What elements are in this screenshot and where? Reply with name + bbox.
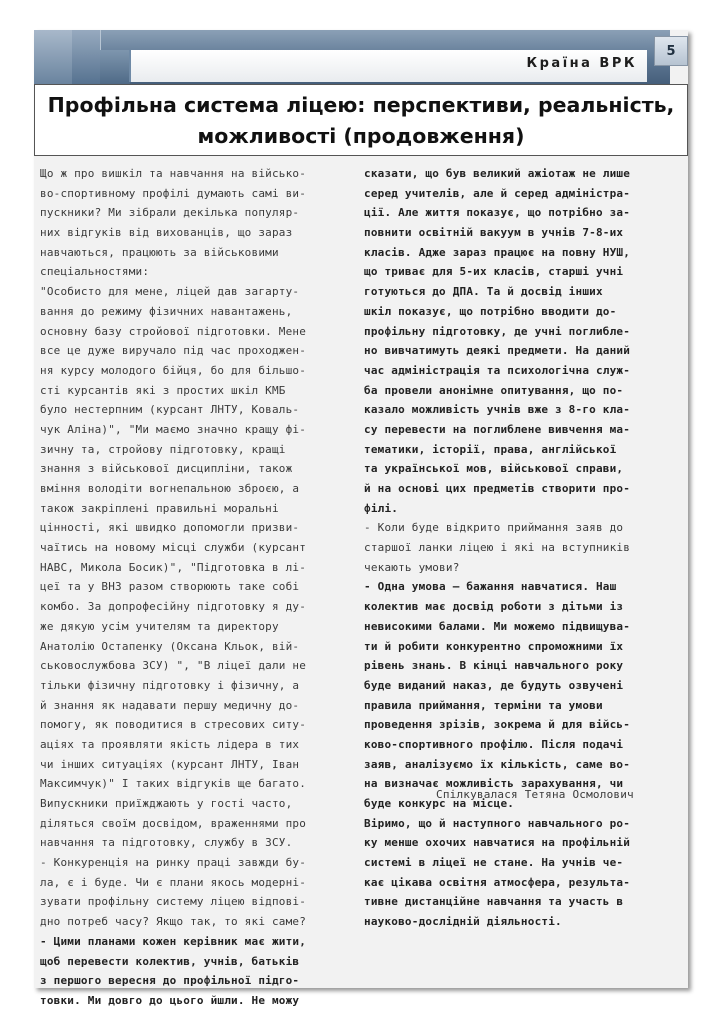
text-line: колектив має досвід роботи з дітьми із [364, 600, 624, 614]
text-line: сказати, що був великий ажіотаж не лише [364, 167, 631, 180]
text-line: буде виданий наказ, де будуть озвучені [364, 678, 624, 692]
text-line: старшої ланки ліцею і які на вступників [364, 541, 631, 555]
text-line: ції. Але життя показує, що потрібно за- [364, 206, 631, 220]
text-line: казало можливість учнів вже з 8-го кла- [364, 403, 631, 417]
text-line: щоб перевести колектив, учнів, батьків [40, 954, 300, 968]
newspaper-page [34, 30, 688, 1007]
title-line-2: можливості (продовження) [197, 124, 525, 148]
text-line: філі. [364, 501, 399, 515]
text-line: Віримо, що й наступного навчального ро- [364, 816, 631, 830]
text-line: цеї та у ВНЗ разом створюють таке собі [40, 580, 300, 594]
section-label: Країна ВРК [526, 56, 637, 71]
text-line: профільну підготовку, де учні поглибле- [364, 324, 631, 338]
text-line: також закріплені правильні моральні [40, 501, 279, 515]
text-line: готуються до ДПА. Та й досвід інших [364, 285, 603, 299]
text-line: во-спортивному профілі думають самі ви- [40, 186, 307, 200]
header-decor-block [100, 50, 130, 84]
text-line: діляться своїм досвідом, враженнями про [40, 816, 307, 830]
left-column [40, 164, 360, 1011]
text-line: су перевести на поглиблене вивчення ма- [364, 422, 631, 436]
text-line: тематики, історії, права, англійської [364, 442, 617, 456]
text-line: сті курсантів які з простих шкіл КМБ [40, 383, 286, 397]
text-line: тільки фізичну підготовку і фізичну, а [40, 678, 300, 692]
text-line: ня курсу молодого бійця, бо для більшо- [40, 363, 307, 377]
text-line: правила приймання, терміни та умови [364, 698, 603, 712]
text-line: чи інших ситуаціях (курсант ЛНТУ, Іван [40, 757, 300, 771]
text-line: повнити освітній вакуум в учнів 7-8-их [364, 226, 624, 240]
text-line: пускники? Ми зібрали декілька популяр- [40, 206, 300, 220]
right-column [364, 164, 682, 932]
text-line: чекають умови? [364, 560, 460, 574]
article-title [34, 84, 688, 156]
text-line: чук Аліна)", "Ми маємо значно кращу фі- [40, 422, 307, 436]
text-line: заяв, аналізуємо їх кількість, саме во- [364, 757, 631, 771]
text-line: що триває для 5-их класів, старші учні [364, 265, 624, 279]
text-line: цінності, які швидко допомогли призви- [40, 521, 300, 535]
text-line: науково-дослідній діяльності. [364, 915, 562, 929]
text-line: зувати профільну систему ліцею відпові- [40, 895, 307, 909]
text-line: ти й робити конкурентно спроможними їх [364, 639, 624, 653]
text-line: ла, є і буде. Чи є плани якось модерні- [40, 875, 307, 889]
text-line: товки. Ми довго до цього йшли. Не можу [40, 993, 300, 1007]
text-line: "Особисто для мене, ліцей дав загарту- [40, 285, 300, 299]
text-line: проведення зрізів, зокрема й для війсь- [364, 718, 631, 732]
text-line: - Цими планами кожен керівник має жити, [40, 934, 307, 948]
text-line: час адміністрація та психологічна служ- [364, 363, 631, 377]
text-line: невисокими балами. Ми можемо підвищува- [364, 619, 631, 633]
text-line: НАВС, Микола Босик)", "Підготовка в лі- [40, 560, 307, 574]
text-line: було нестерпним (курсант ЛНТУ, Коваль- [40, 403, 300, 417]
text-line: системі в ліцеї не стане. На учнів че- [364, 856, 624, 870]
text-line: дно потреб часу? Якщо так, то які саме? [40, 915, 307, 929]
text-line: тивне дистанційне навчання та участь в [364, 895, 624, 909]
text-line: кає цікава освітня атмосфера, результа- [364, 875, 631, 889]
text-line: помогу, як поводитися в стресових ситу- [40, 718, 307, 732]
section-strip [129, 50, 647, 82]
text-line: чаїтись на новому місці служби (курсант [40, 541, 307, 555]
text-line: все це дуже виручало під час проходжен- [40, 344, 307, 358]
text-line: основну базу стройової підготовки. Мене [40, 324, 307, 338]
text-line: них відгуків від вихованців, що зараз [40, 226, 293, 240]
title-line-1: Профільна система ліцею: перспективи, реальність, [47, 93, 675, 117]
text-line: вання до режиму фізичних навантажень, [40, 304, 293, 318]
text-line: класів. Адже зараз працює на повну НУШ, [364, 245, 631, 259]
page-number: 5 [654, 36, 688, 66]
text-line: зичну та, стройову підготовку, кращі [40, 442, 286, 456]
text-line: ково-спортивного профілю. Після подачі [364, 737, 624, 751]
text-line: аціях та проявляти якість лідера в тих [40, 737, 300, 751]
text-line: но вивчатимуть деякі предмети. На даний [364, 344, 631, 358]
text-line: на визначає можливість зарахування, чи [364, 777, 624, 791]
text-line: спеціальностями: [40, 265, 150, 279]
header-bar [34, 30, 670, 84]
text-line: - Одна умова — бажання навчатися. Наш [364, 580, 617, 594]
text-line: же дякую усім учителям та директору [40, 619, 279, 633]
text-line: навчаються, працюють за військовими [40, 245, 279, 259]
author-signature: Спілкувалася Тетяна Осмолович [436, 788, 634, 801]
text-line: Що ж про вишкіл та навчання на військо- [40, 167, 307, 180]
text-line: Анатолію Остапенку (Оксана Кльок, вій- [40, 639, 300, 653]
text-line: комбо. За допрофесійну підготовку я ду- [40, 600, 307, 614]
text-line: та української мов, військової справи, [364, 462, 624, 476]
text-line: шкіл показує, що потрібно вводити до- [364, 304, 617, 318]
text-line: ба провели анонімне опитування, що по- [364, 383, 624, 397]
text-line: й знання як надавати першу медичну до- [40, 698, 300, 712]
text-line: знання з військової дисципліни, також [40, 462, 293, 476]
text-line: й на основі цих предметів створити про- [364, 482, 631, 495]
text-line: рівень знань. В кінці навчального року [364, 659, 624, 673]
text-line: вміння володіти вогнепальною зброєю, а [40, 482, 300, 495]
header-decor-block [72, 30, 101, 84]
text-line: ку менше охочих навчатися на профільній [364, 836, 631, 850]
text-line: ськовослужбова ЗСУ) ", "В ліцеї дали не [40, 659, 307, 673]
text-line: навчання та підготовку, службу в ЗСУ. [40, 836, 293, 850]
text-line: - Конкуренція на ринку праці завжди бу- [40, 856, 307, 870]
header-decor-block [34, 30, 73, 84]
text-line: Випускники приїжджають у гості часто, [40, 797, 293, 810]
text-line: буде конкурс на місце. [364, 797, 515, 810]
text-line: з першого вересня до профільної підго- [40, 974, 300, 988]
text-line: серед учителів, але й серед адміністра- [364, 186, 631, 200]
text-line: - Коли буде відкрито приймання заяв до [364, 521, 624, 535]
text-line: Максимчук)" І таких відгуків ще багато. [40, 777, 307, 791]
